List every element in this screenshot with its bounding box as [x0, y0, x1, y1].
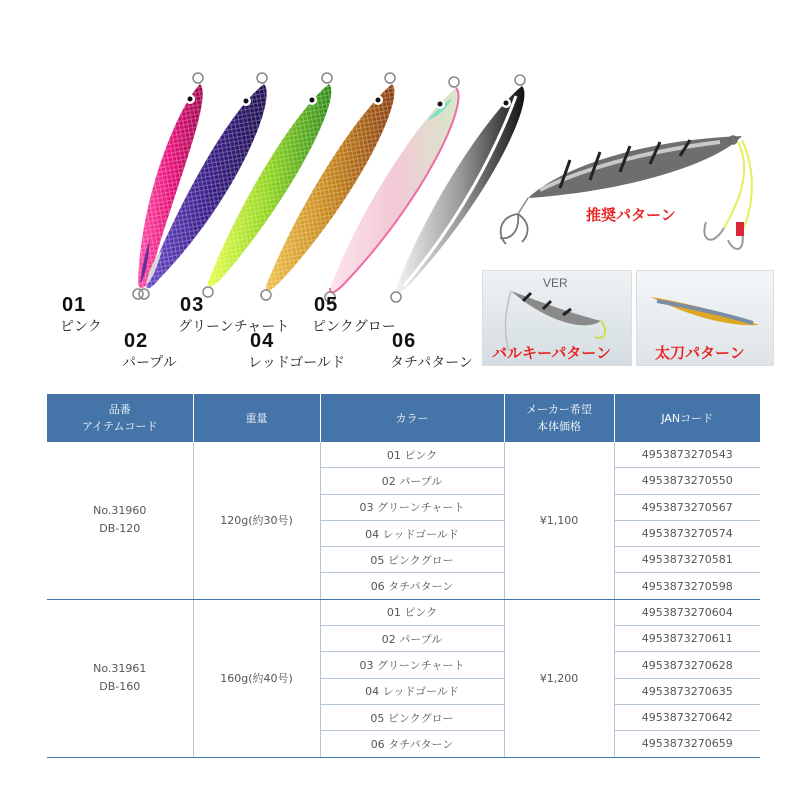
color-cell: 05 ピンクグロー [320, 704, 504, 730]
jan-cell: 4953873270543 [614, 442, 760, 468]
lure-02-name: パープル [122, 355, 177, 371]
color-cell: 03 グリーンチャート [320, 494, 504, 520]
jan-cell: 4953873270567 [614, 494, 760, 520]
color-cell: 03 グリーンチャート [320, 652, 504, 678]
header-price-line1: メーカー希望 [526, 403, 592, 416]
lure-04-number: 04 [250, 330, 275, 352]
header-item-line1: 品番 [108, 403, 131, 416]
lure-04-name: レッドゴールド [248, 355, 346, 371]
recommended-rig-image [500, 136, 752, 249]
lure-01-number: 01 [62, 294, 87, 316]
svg-text:VER: VER [543, 276, 568, 290]
price-cell: ¥1,200 [504, 599, 614, 757]
lure-06-name: タチパターン [390, 355, 473, 371]
lure-02-number: 02 [124, 330, 149, 352]
color-cell: 02 パープル [320, 626, 504, 652]
color-cell: 05 ピンクグロー [320, 547, 504, 573]
item-code-cell [47, 442, 193, 599]
jan-cell: 4953873270642 [614, 704, 760, 730]
jan-cell: 4953873270550 [614, 468, 760, 494]
jan-cell: 4953873270598 [614, 573, 760, 599]
table-header-row [47, 394, 760, 442]
header-price [504, 394, 614, 442]
color-cell: 01 ピンク [320, 599, 504, 625]
item-code: DB-160 [99, 680, 141, 694]
jan-cell: 4953873270604 [614, 599, 760, 625]
item-number: No.31961 [93, 662, 147, 676]
jan-cell: 4953873270659 [614, 731, 760, 757]
header-weight: 重量 [193, 394, 320, 442]
color-cell: 06 タチパターン [320, 731, 504, 757]
color-cell: 01 ピンク [320, 442, 504, 468]
header-item-line2: アイテムコード [82, 420, 158, 433]
lure-01-name: ピンク [60, 319, 102, 335]
lure-06-number: 06 [392, 330, 417, 352]
product-image-area [0, 0, 800, 380]
color-cell: 02 パープル [320, 468, 504, 494]
color-cell: 06 タチパターン [320, 573, 504, 599]
header-jan: JANコード [614, 394, 760, 442]
lure-03-name: グリーンチャート [178, 319, 290, 335]
table-row [47, 442, 760, 468]
item-code-cell [47, 599, 193, 757]
price-cell: ¥1,100 [504, 442, 614, 599]
weight-cell: 120g(約30号) [193, 442, 320, 599]
jan-cell: 4953873270635 [614, 678, 760, 704]
jan-cell: 4953873270628 [614, 652, 760, 678]
spec-table [47, 394, 760, 758]
table-body [47, 442, 760, 757]
lure-05-name: ピンクグロー [312, 319, 396, 335]
tachi-pattern-label: 太刀パターン [655, 344, 745, 362]
item-code: DB-120 [99, 522, 141, 536]
header-item-code [47, 394, 193, 442]
jan-cell: 4953873270574 [614, 520, 760, 546]
jan-cell: 4953873270611 [614, 626, 760, 652]
balky-pattern-label: バルキーパターン [492, 344, 611, 362]
color-cell: 04 レッドゴールド [320, 520, 504, 546]
color-cell: 04 レッドゴールド [320, 678, 504, 704]
lure-05-number: 05 [314, 294, 339, 316]
header-price-line2: 本体価格 [537, 420, 581, 433]
item-number: No.31960 [93, 504, 147, 518]
recommended-pattern-label: 推奨パターン [586, 206, 676, 224]
lure-03-number: 03 [180, 294, 205, 316]
table-row [47, 599, 760, 625]
jan-cell: 4953873270581 [614, 547, 760, 573]
weight-cell: 160g(約40号) [193, 599, 320, 757]
header-color: カラー [320, 394, 504, 442]
